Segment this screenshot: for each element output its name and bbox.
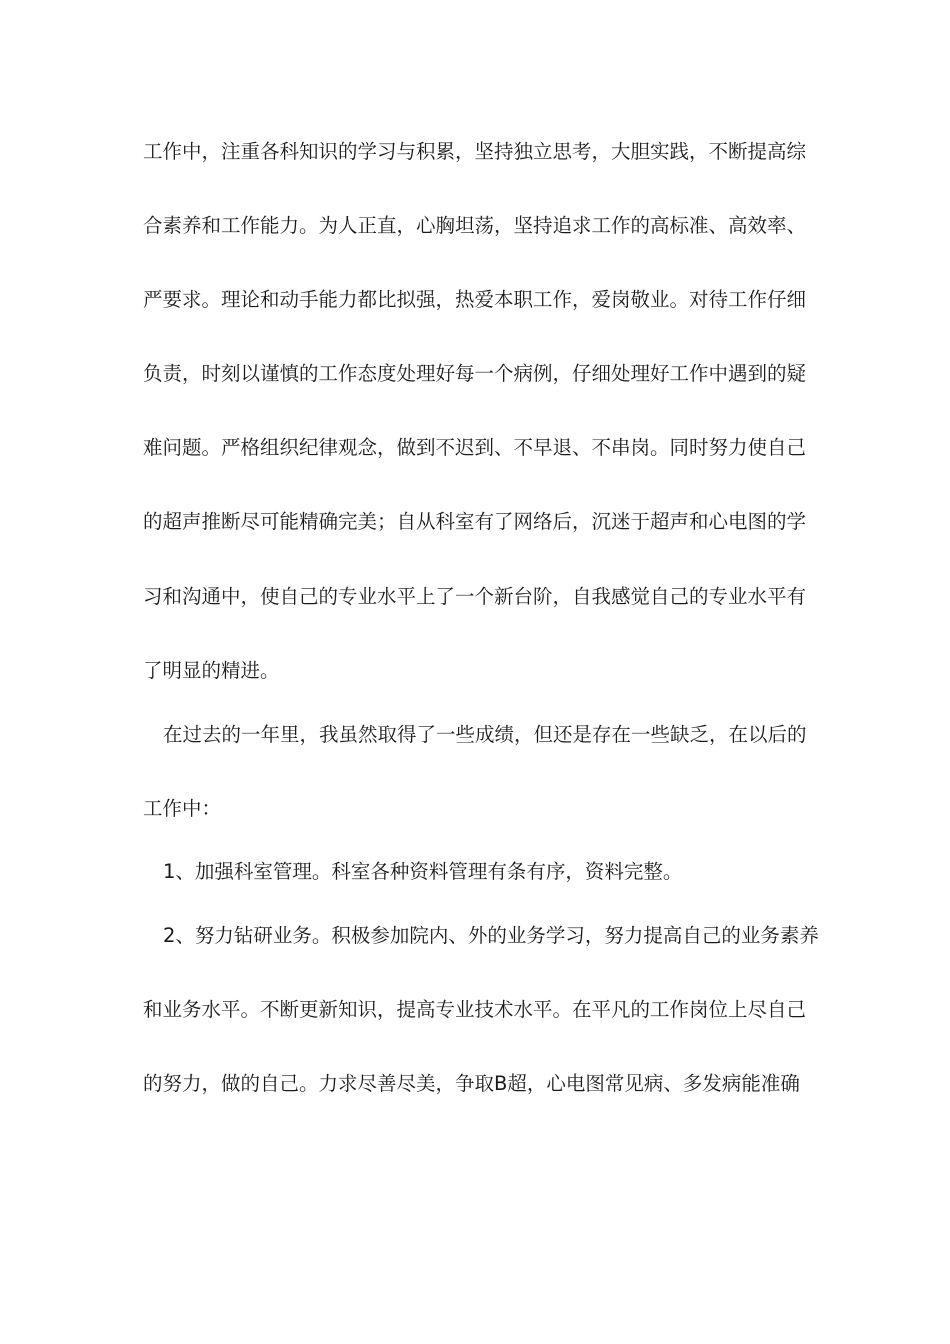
text-line: 严要求。理论和动手能力都比拟强，热爱本职工作，爱岗敬业。对待工作仔细 bbox=[143, 288, 807, 311]
text-line: 合素养和工作能力。为人正直，心胸坦荡，坚持追求工作的高标准、高效率、 bbox=[143, 214, 807, 237]
text-line: 的超声推断尽可能精确完美；自从科室有了网络后，沉迷于超声和心电图的学 bbox=[143, 510, 807, 533]
text-line: 工作中，注重各科知识的学习与积累，坚持独立思考，大胆实践，不断提高综 bbox=[143, 140, 807, 163]
paragraph-first-line: 在过去的一年里，我虽然取得了一些成绩，但还是存在一些缺乏，在以后的 bbox=[163, 723, 807, 746]
list-item-2: 2、努力钻研业务。积极参加院内、外的业务学习，努力提高自己的业务素养 bbox=[163, 924, 819, 947]
list-item-1: 1、加强科室管理。科室各种资料管理有条有序，资料完整。 bbox=[163, 860, 683, 883]
text-line: 工作中： bbox=[143, 797, 222, 820]
text-line: 难问题。严格组织纪律观念，做到不迟到、不早退、不串岗。同时努力使自己 bbox=[143, 436, 807, 459]
text-line: 和业务水平。不断更新知识，提高专业技术水平。在平凡的工作岗位上尽自己 bbox=[143, 998, 807, 1021]
text-line: 了明显的精进。 bbox=[143, 659, 280, 682]
text-line: 习和沟通中，使自己的专业水平上了一个新台阶，自我感觉自己的专业水平有 bbox=[143, 585, 807, 608]
text-line: 的努力，做的自己。力求尽善尽美，争取B超，心电图常见病、多发病能准确 bbox=[143, 1072, 800, 1095]
text-line: 负责，时刻以谨慎的工作态度处理好每一个病例，仔细处理好工作中遇到的疑 bbox=[143, 362, 807, 385]
